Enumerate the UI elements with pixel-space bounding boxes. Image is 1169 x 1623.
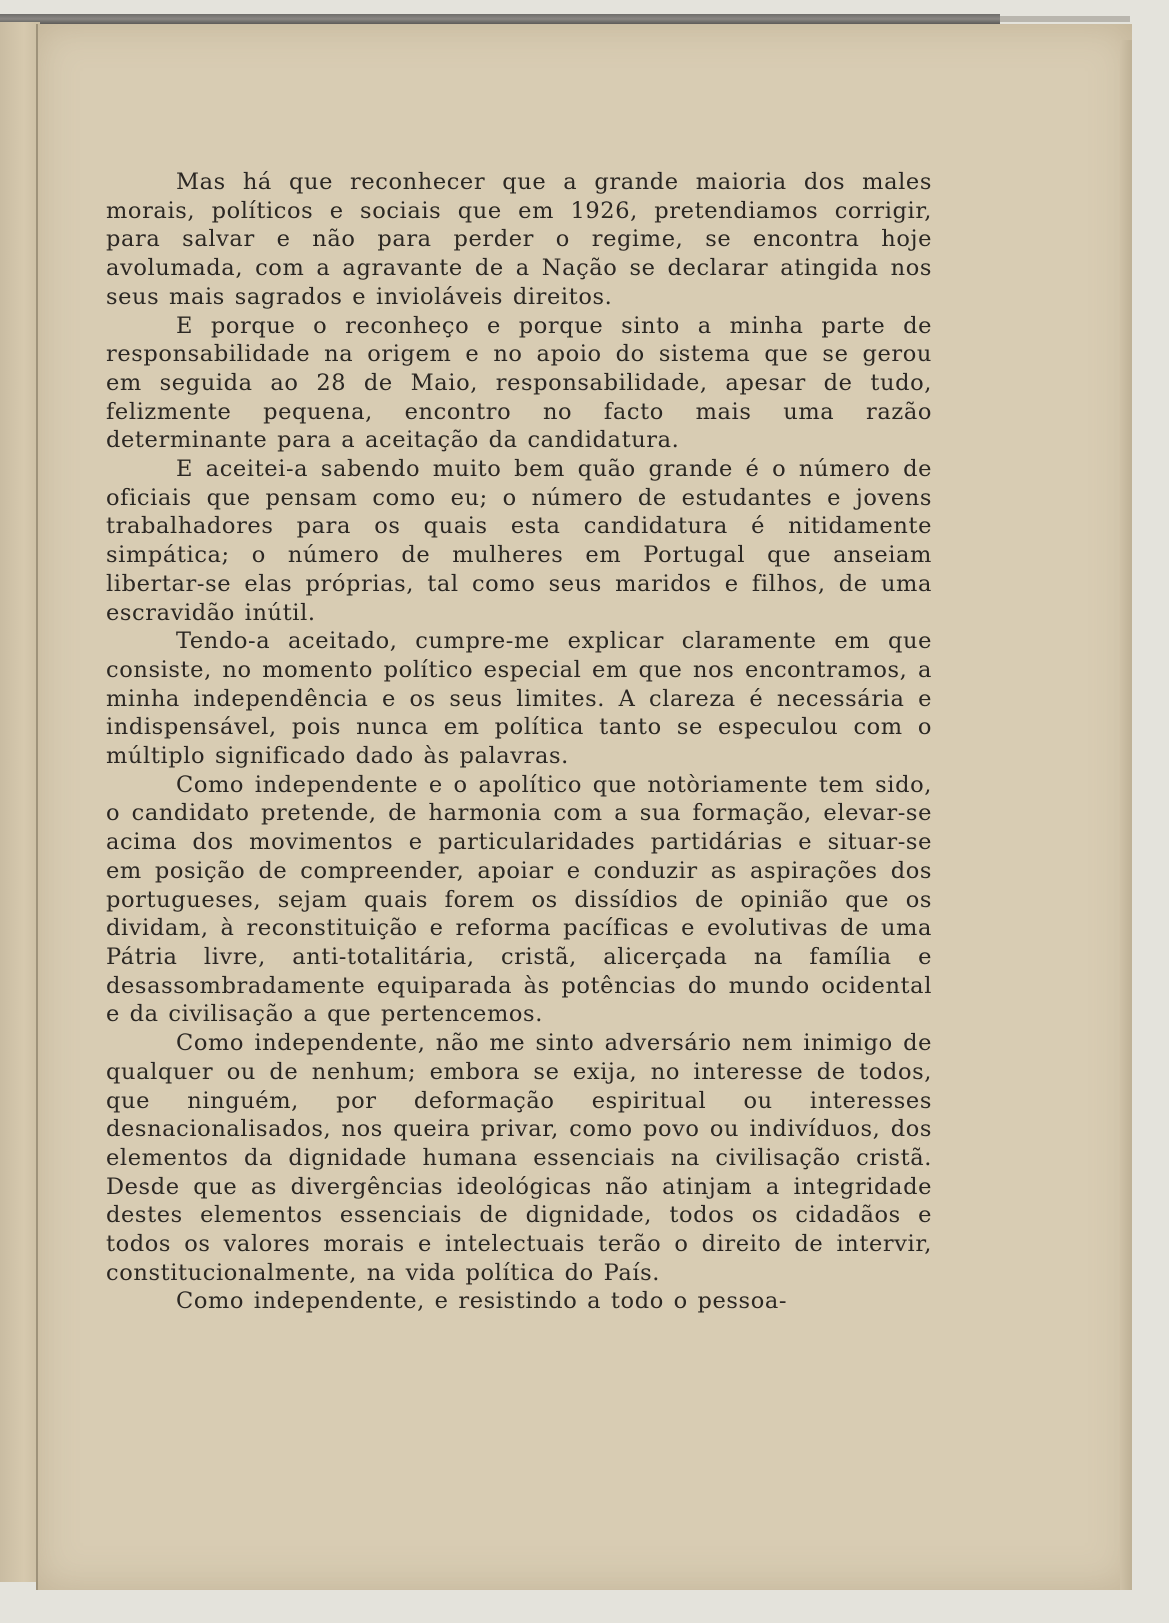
page-right-edge xyxy=(1120,40,1132,1590)
body-text xyxy=(106,168,932,1316)
top-binding-edge xyxy=(0,14,1000,24)
paragraph-7: Como independente, e resistindo a todo o pessoa- xyxy=(176,1288,788,1315)
paragraph-6: Como independente, não me sinto adversário nem inimigo de qualquer ou de nenhum; embora se exija, no interesse de todos, que ninguém, por deformação espiritual ou interesses desnacionalisados, nos queira privar, como povo ou indivíduos, dos elementos da dignidade humana essenciais na civilisação cristã. Desde que as divergências ideológicas não atinjam a integridade destes elementos essenciais de dignidade, todos os cidadãos e todos os valores morais e intelectuais terão o direito de intervir, constitucionalmente, na vida política do País. xyxy=(106,1030,932,1286)
paragraph-3: E aceitei-a sabendo muito bem quão grande é o número de oficiais que pensam como eu; o número de estudantes e jovens trabalhadores para os quais esta candidatura é nitidamente simpática; o número de mulheres em Portugal que anseiam libertar-se elas próprias, tal como seus maridos e filhos, de uma escravidão inútil. xyxy=(106,456,932,626)
paragraph-4: Tendo-a aceitado, cumpre-me explicar claramente em que consiste, no momento político especial em que nos encontramos, a minha independência e os seus limites. A clareza é necessária e indispensável, pois nunca em política tanto se especulou com o múltiplo significado dado às palavras. xyxy=(106,628,932,770)
paragraph-5: Como independente e o apolítico que notòriamente tem sido, o candidato pretende, de harmonia com a sua formação, elevar-se acima dos movimentos e particularidades partidárias e situar-se em posição de compreender, apoiar e conduzir as aspirações dos portugueses, sejam quais forem os dissídios de opinião que os dividam, à reconstituição e reforma pacíficas e evolutivas de uma Pátria livre, anti-totalitária, cristã, alicerçada na família e desassombradamente equiparada às potências do mundo ocidental e da civilisação a que pertencemos. xyxy=(106,771,932,1028)
paragraph-1: Mas há que reconhecer que a grande maioria dos males morais, políticos e sociais que em 1926, pretendiamos corrigir, para salvar e não para perder o regime, se encontra hoje avolumada, com a agravante de a Nação se declarar atingida nos seus mais sagrados e invioláveis direitos. xyxy=(106,169,932,310)
paragraph-2: E porque o reconheço e porque sinto a minha parte de responsabilidade na origem e no apoio do sistema que se gerou em seguida ao 28 de Maio, responsabilidade, apesar de tudo, felizmente pequena, encontro no facto mais uma razão determinante para a aceitação da candidatura. xyxy=(106,312,932,454)
spine-line xyxy=(36,24,38,1590)
facing-page-edge xyxy=(0,22,40,1582)
top-edge-light xyxy=(1000,16,1130,22)
